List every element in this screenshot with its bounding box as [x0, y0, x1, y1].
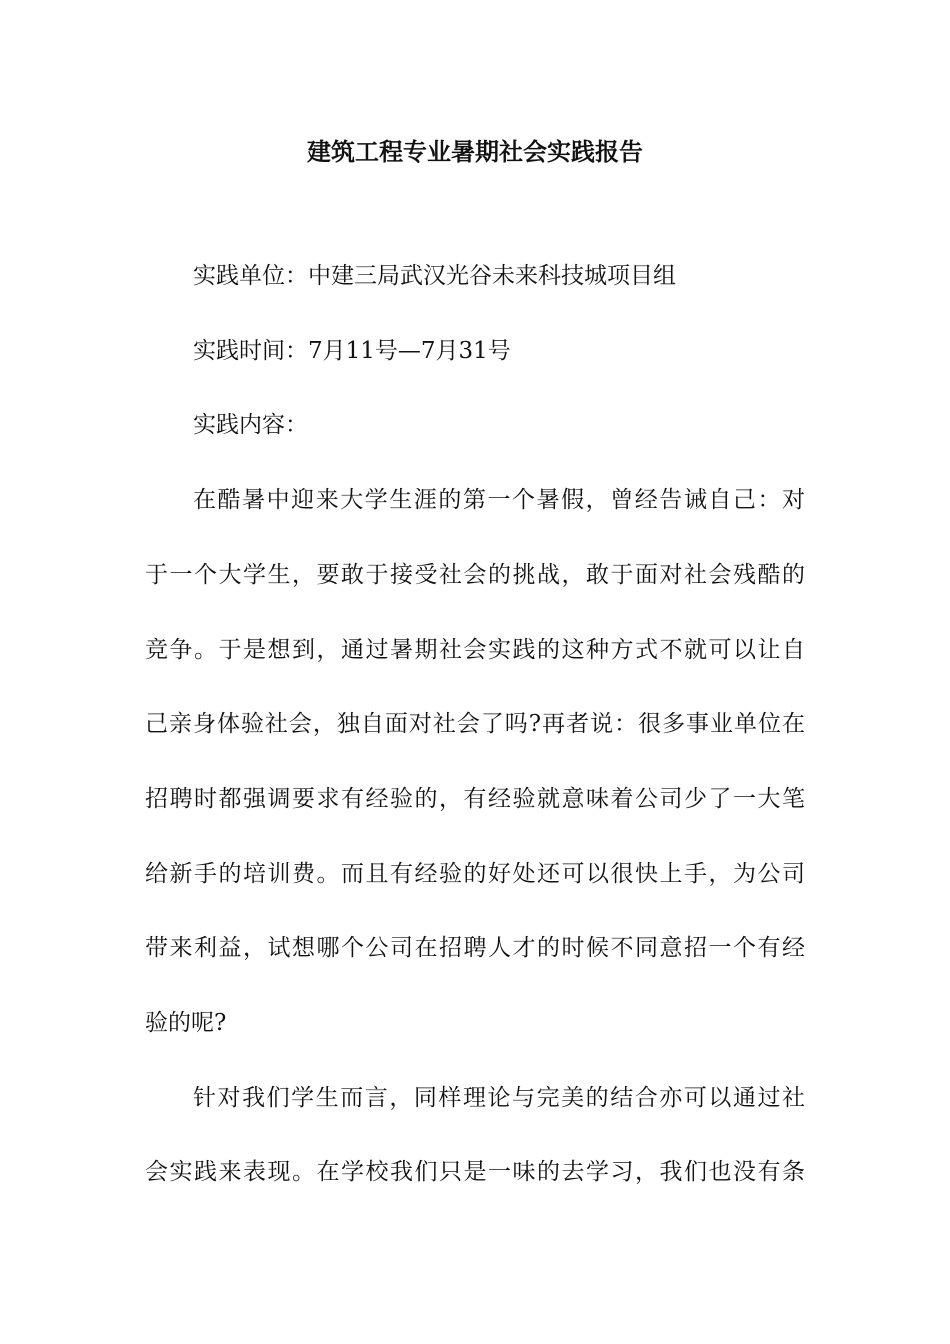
practice-content-line: 实践内容： — [193, 412, 308, 438]
paragraph-line: 在酷暑中迎来大学生涯的第一个暑假，曾经告诫自己：对 — [193, 487, 805, 513]
paragraph-line: 己亲身体验社会，独自面对社会了吗?再者说：很多事业单位在 — [145, 711, 805, 737]
paragraph-line: 给新手的培训费。而且有经验的好处还可以很快上手，为公司 — [145, 861, 805, 887]
paragraph-line: 带来利益，试想哪个公司在招聘人才的时候不同意招一个有经 — [145, 935, 805, 961]
practice-time-line: 实践时间：7月11号—7月31号 — [193, 338, 511, 364]
paragraph-line: 于一个大学生，要敢于接受社会的挑战，敢于面对社会残酷的 — [145, 562, 805, 588]
paragraph-line: 验的呢? — [145, 1010, 227, 1036]
document-title: 建筑工程专业暑期社会实践报告 — [307, 137, 643, 166]
paragraph-line: 招聘时都强调要求有经验的，有经验就意味着公司少了一大笔 — [145, 786, 805, 812]
paragraph-line: 竞争。于是想到，通过暑期社会实践的这种方式不就可以让自 — [145, 637, 805, 663]
paragraph-line: 会实践来表现。在学校我们只是一味的去学习，我们也没有条 — [145, 1159, 805, 1185]
paragraph-line: 针对我们学生而言，同样理论与完美的结合亦可以通过社 — [193, 1085, 805, 1111]
practice-unit-line: 实践单位：中建三局武汉光谷未来科技城项目组 — [193, 263, 676, 289]
